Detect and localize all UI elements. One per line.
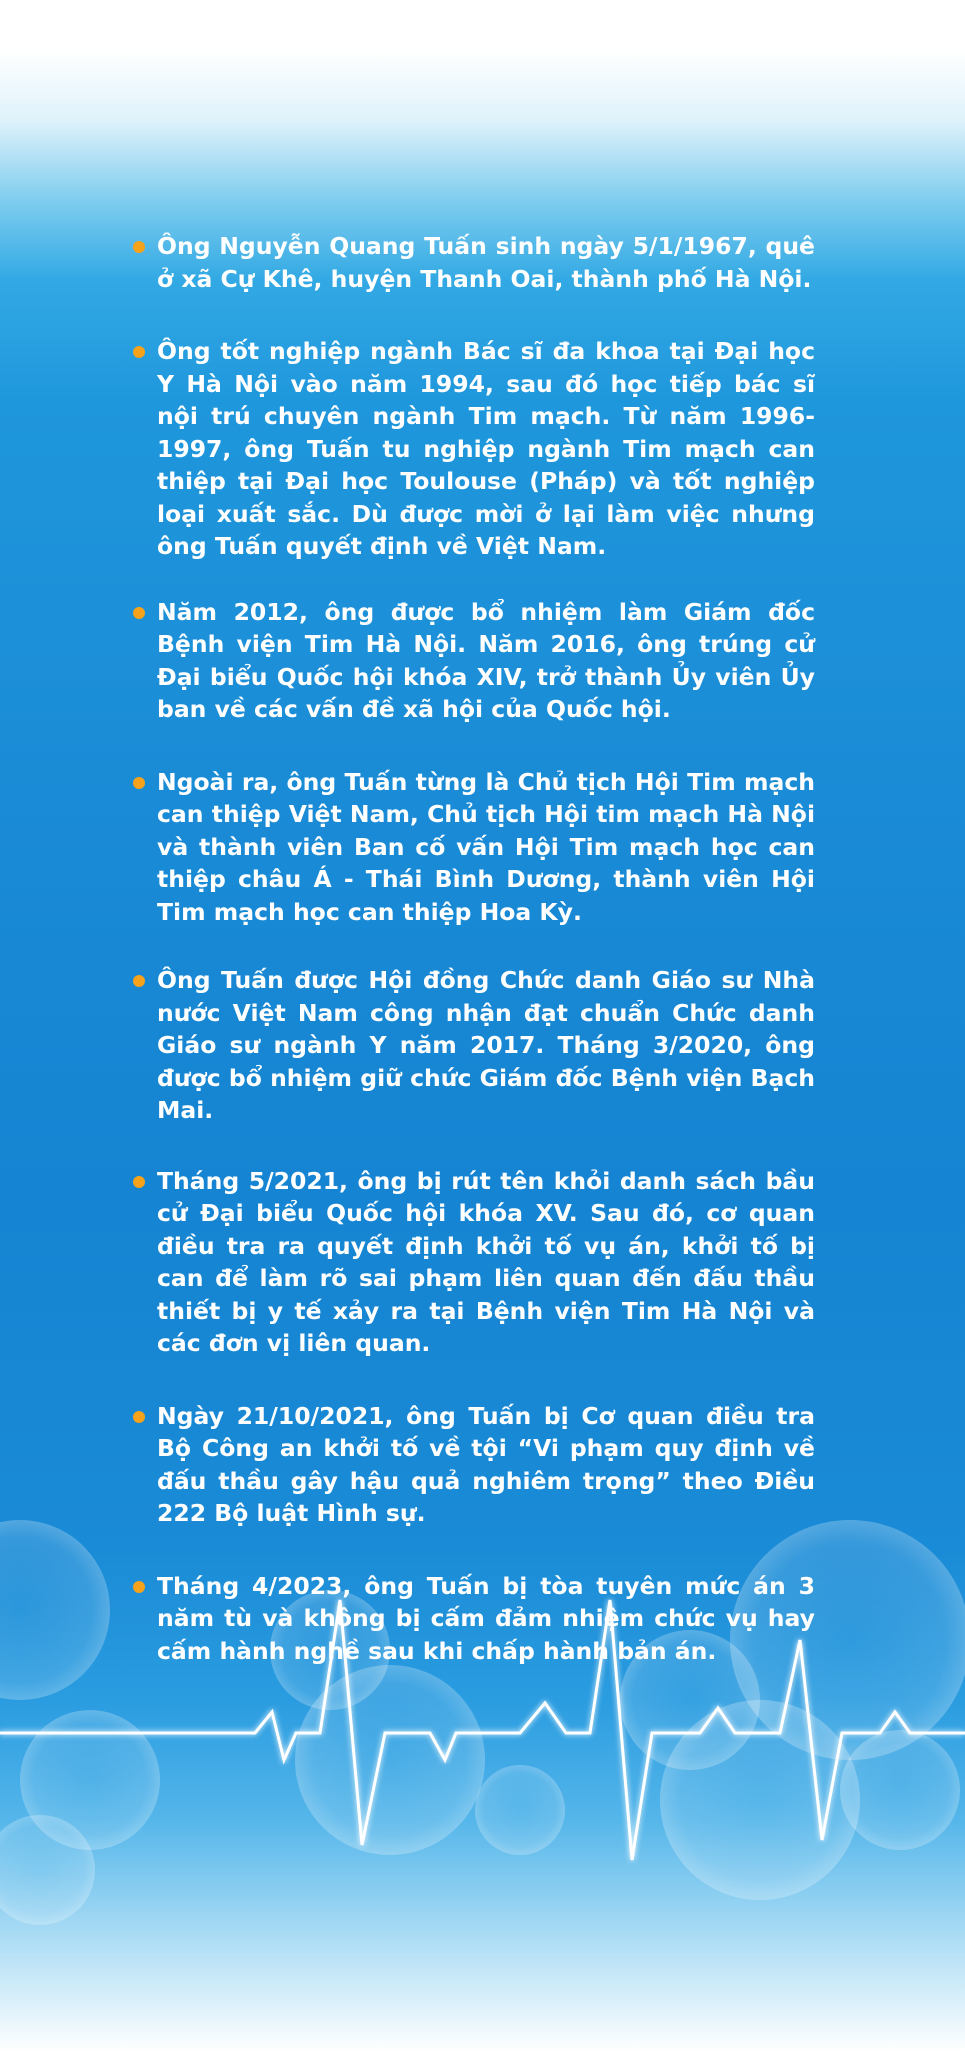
bokeh-circle [0,1520,110,1700]
list-item [127,230,815,295]
bokeh-circle [295,1665,485,1855]
bokeh-circle [475,1765,565,1855]
bullet-icon [133,975,145,987]
list-item [127,964,815,1127]
list-item-text: Tháng 4/2023, ông Tuấn bị tòa tuyên mức án 3 năm tù và không bị cấm đảm nhiệm chức vụ hay cấm hành nghề sau khi chấp hành bản án. [157,1571,815,1665]
list-item-text: Ông Nguyễn Quang Tuấn sinh ngày 5/1/1967, quê ở xã Cự Khê, huyện Thanh Oai, thành phố Hà Nội. [157,232,815,293]
list-item [127,1165,815,1360]
list-item-text: Ngoài ra, ông Tuấn từng là Chủ tịch Hội Tim mạch can thiệp Việt Nam, Chủ tịch Hội tim mạch Hà Nội và thành viên Ban cố vấn Hội Tim mạch học can thiệp châu Á - Thái Bình Dương, thành viên Hội Tim mạch học can thiệp Hoa Kỳ. [157,767,815,926]
bullet-icon [133,241,145,253]
bokeh-circle [840,1730,960,1850]
list-item-text: Ông tốt nghiệp ngành Bác sĩ đa khoa tại Đại học Y Hà Nội vào năm 1994, sau đó học tiếp bác sĩ nội trú chuyên ngành Tim mạch. Từ năm 1996-1997, ông Tuấn tu nghiệp ngành Tim mạch can thiệp tại Đại học Toulouse (Pháp) và tốt nghiệp loại xuất sắc. Dù được mời ở lại làm việc nhưng ông Tuấn quyết định về Việt Nam. [157,337,815,560]
bullet-icon [133,607,145,619]
bullet-icon [133,1581,145,1593]
bullet-icon [133,777,145,789]
list-item [127,766,815,929]
bullet-icon [133,346,145,358]
list-item [127,1400,815,1530]
list-item [127,335,815,563]
list-item-text: Năm 2012, ông được bổ nhiệm làm Giám đốc Bệnh viện Tim Hà Nội. Năm 2016, ông trúng cử Đại biểu Quốc hội khóa XIV, trở thành Ủy viên Ủy ban về các vấn đề xã hội của Quốc hội. [157,597,815,723]
list-item-text: Ngày 21/10/2021, ông Tuấn bị Cơ quan điều tra Bộ Công an khởi tố về tội “Vi phạm quy định về đấu thầu gây hậu quả nghiêm trọng” theo Điều 222 Bộ luật Hình sự. [157,1401,815,1527]
list-item [127,596,815,726]
list-item-text: Tháng 5/2021, ông bị rút tên khỏi danh sách bầu cử Đại biểu Quốc hội khóa XV. Sau đó, cơ quan điều tra ra quyết định khởi tố vụ án, khởi tố bị can để làm rõ sai phạm liên quan đến đấu thầu thiết bị y tế xảy ra tại Bệnh viện Tim Hà Nội và các đơn vị liên quan. [157,1166,815,1357]
bullet-icon [133,1411,145,1423]
list-item-text: Ông Tuấn được Hội đồng Chức danh Giáo sư Nhà nước Việt Nam công nhận đạt chuẩn Chức danh Giáo sư ngành Y năm 2017. Tháng 3/2020, ông được bổ nhiệm giữ chức Giám đốc Bệnh viện Bạch Mai. [157,966,815,1124]
content-list [127,230,815,1667]
list-item [127,1570,815,1668]
bullet-icon [133,1176,145,1188]
